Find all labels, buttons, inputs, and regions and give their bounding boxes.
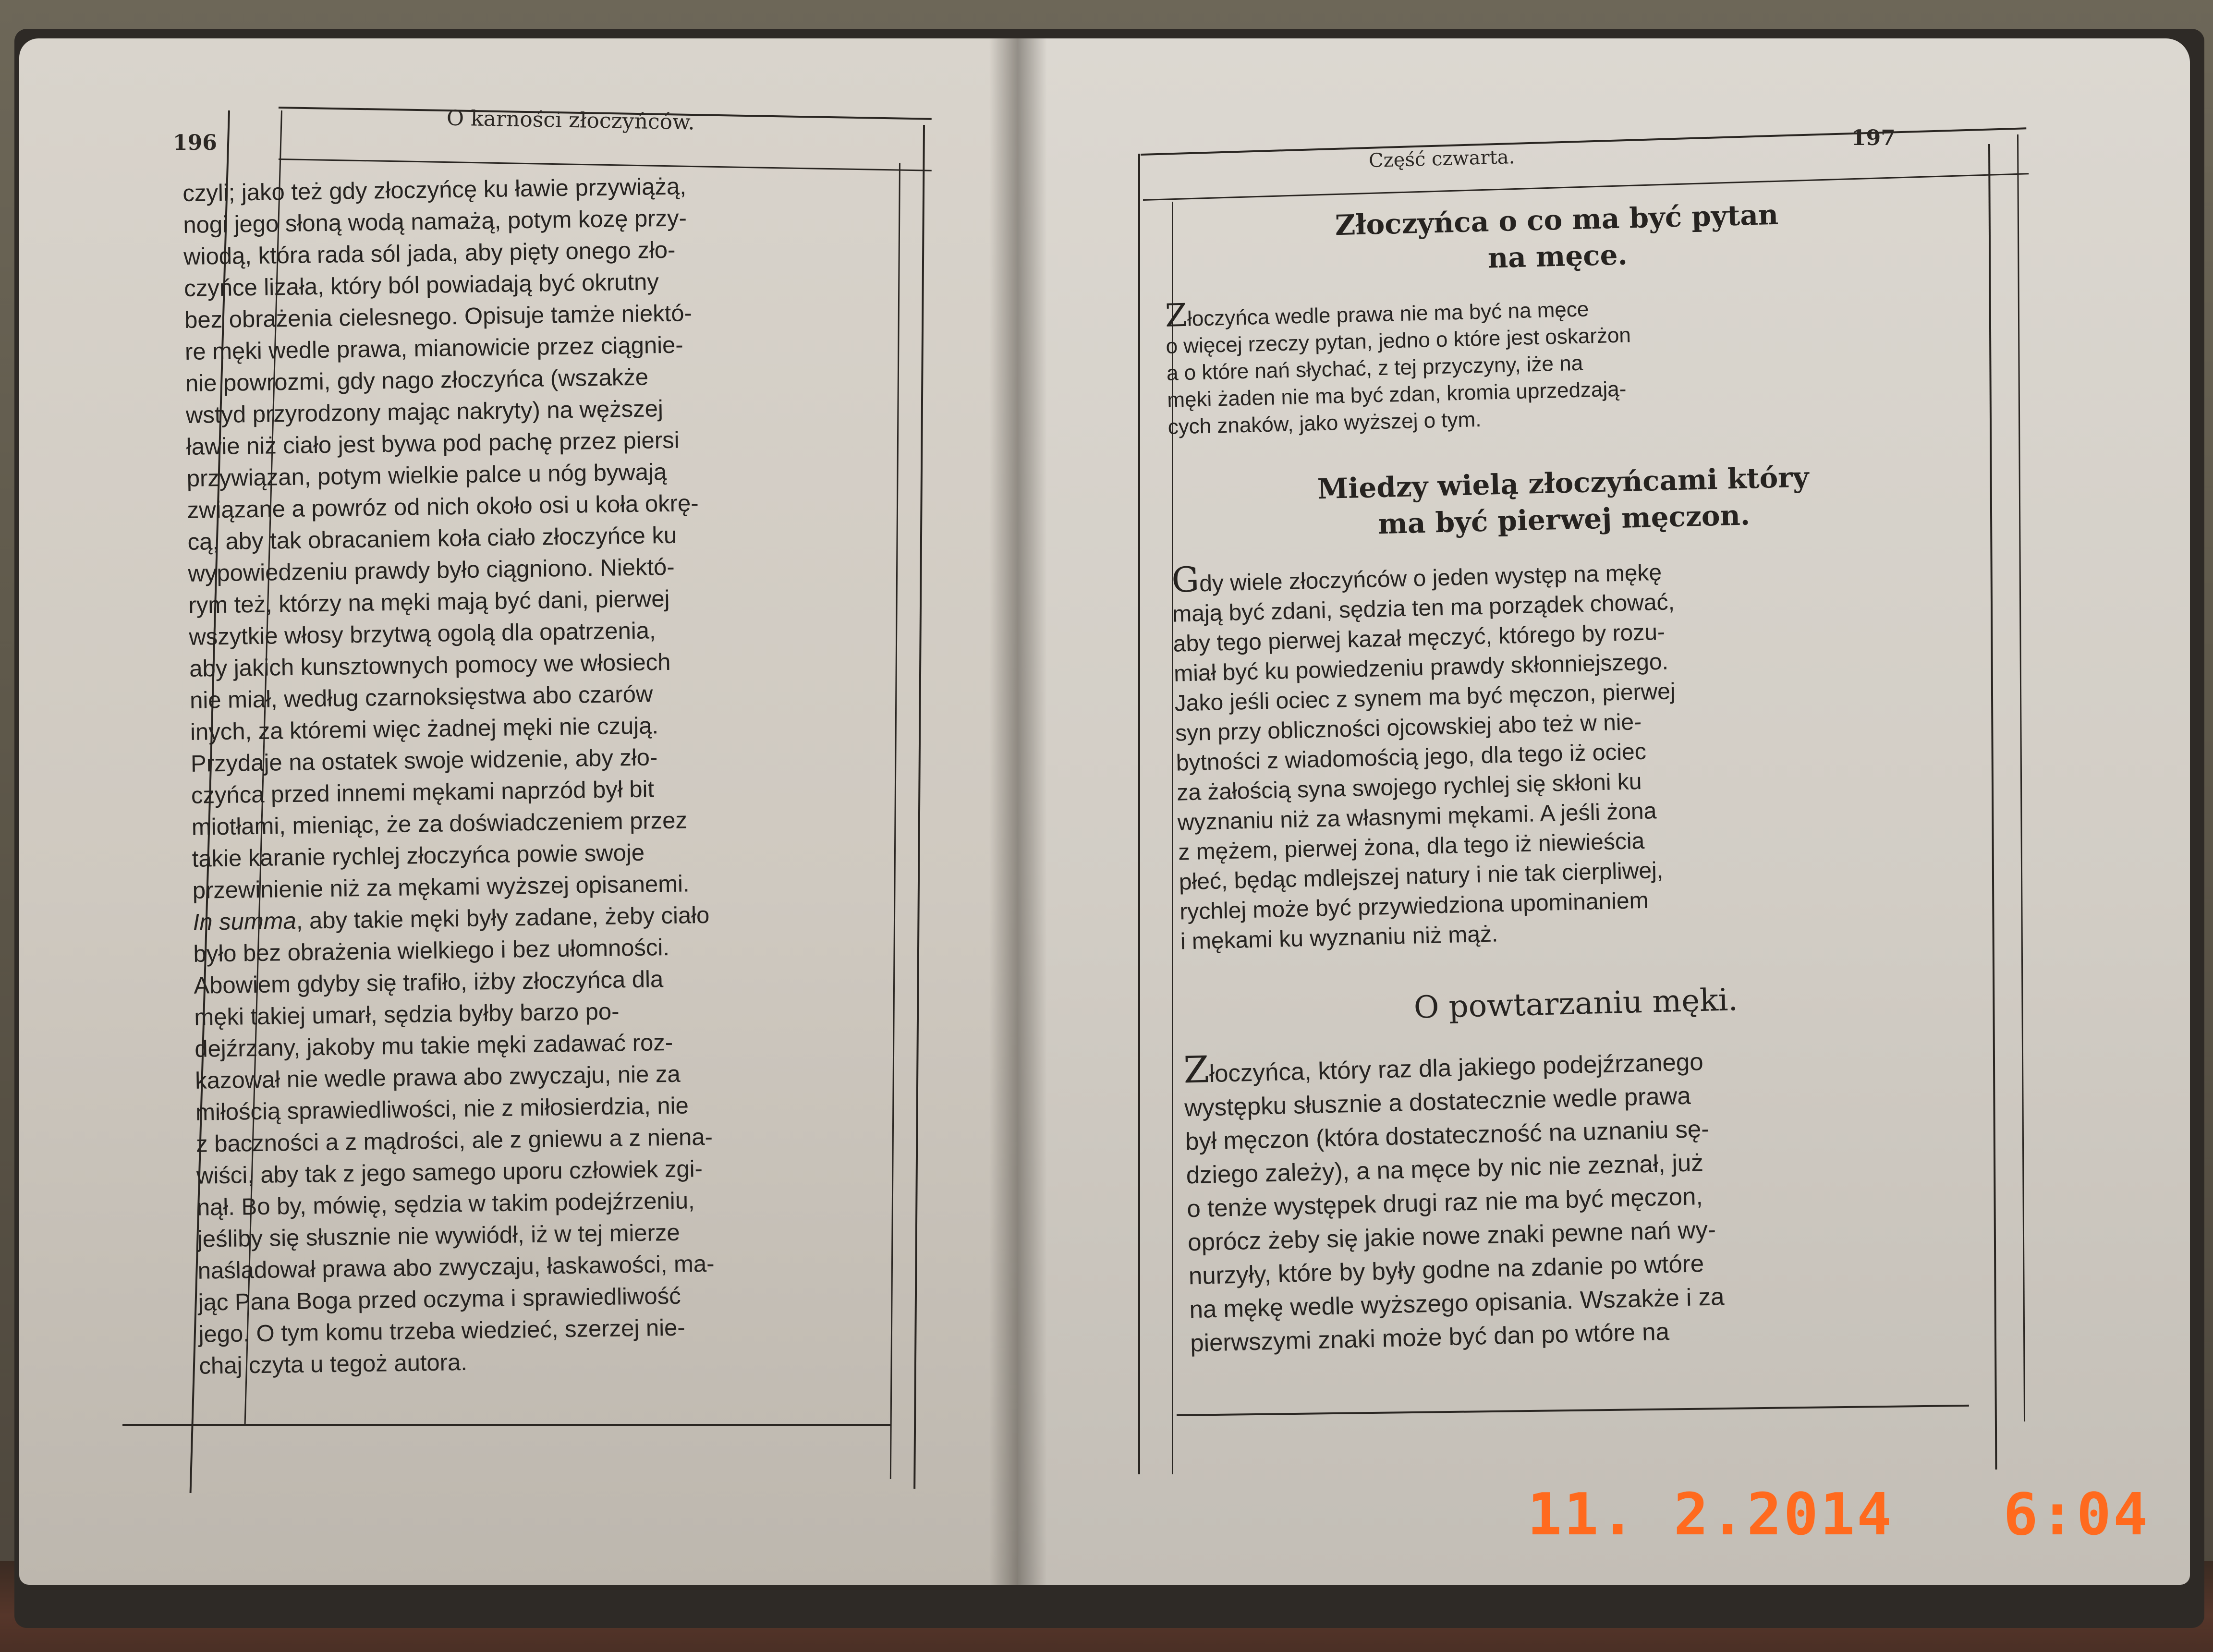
text-line: łoczyńca wedle prawa nie ma być na męce: [1187, 297, 1589, 331]
text-line: bez obrażenia cielesnego. Opisuje tamże niektó-: [184, 300, 693, 333]
text-line: rym też, którzy na męki mają być dani, pierwej: [188, 585, 670, 619]
text-line: wiodą, która rada sól jada, aby pięty onego zło-: [183, 237, 676, 270]
text-line: dziego zależy), a na męce by nic nie zeznał, już: [1186, 1149, 1704, 1189]
text-line: syn przy obliczności ojcowskiej abo też w nie-: [1175, 709, 1642, 746]
text-line: re męki wedle prawa, mianowicie przez ciągnie-: [184, 332, 683, 365]
drop-cap: G: [1171, 559, 1200, 600]
text-line: miłością sprawiedliwości, nie z miłosierdzia, nie: [195, 1093, 689, 1126]
heading-line: na męce.: [1487, 238, 1628, 275]
text-line: wstyd przyrodzony mając nakryty) na węższej: [185, 396, 664, 428]
right-running-head: Część czwarta.: [1368, 146, 1515, 172]
text-line: był męczon (która dostateczność na uznaniu sę-: [1185, 1115, 1710, 1155]
text-line: związane a powróz od nich około osi u koła okrę-: [187, 490, 699, 523]
text-line: pierwszymi znaki może być dan po wtóre na: [1190, 1317, 1670, 1357]
text-line: oprócz żeby się jakie nowe znaki pewne nań wy-: [1187, 1215, 1716, 1256]
text-line: Abowiem gdyby się trafiło, iżby złoczyńca dla: [194, 966, 664, 999]
drop-cap: Z: [1165, 296, 1188, 334]
section-heading: [1163, 192, 1952, 284]
text-line: o więcej rzeczy pytan, jedno o które jest oskarżon: [1166, 323, 1631, 358]
heading-line: Miedzy wielą złoczyńcami który: [1317, 461, 1810, 506]
heading-line: Złoczyńca o co ma być pytan: [1335, 198, 1779, 242]
text-line: naśladował prawa abo zwyczaju, łaskawości, ma-: [197, 1251, 715, 1284]
left-page-body: [182, 168, 910, 1382]
right-page-number: 197: [1851, 126, 1896, 150]
text-line: przywiązan, potym wielkie palce u nóg bywają: [186, 459, 667, 492]
text-line: na mękę wedle wyższego opisania. Wszakże i za: [1189, 1283, 1725, 1324]
stamp-date: 11. 2.2014: [1527, 1482, 1894, 1548]
text-line: nie miał, według czarnoksięstwa abo czarów: [189, 681, 653, 714]
text-line: ławie niż ciało jest bywa pod pachę przez piersi: [186, 427, 680, 460]
text-line: mają być zdani, sędzia ten ma porządek chować,: [1172, 589, 1675, 627]
text-line: miotłami, mieniąc, że za doświadczeniem przez: [191, 807, 688, 840]
right-frame-outer-left: [1138, 154, 1140, 1474]
text-line: jeśliby się słusznie nie wywiódł, iż w tej mierze: [197, 1219, 680, 1252]
text-line: za żałością syna swojego rychlej się skłoni ku: [1176, 768, 1642, 806]
text-line: przewinienie niż za mękami wyższej opisanemi.: [192, 871, 690, 904]
text-line: nogi jego słoną wodą namażą, potym kozę przy-: [183, 205, 687, 238]
text-line: wszytkie włosy brzytwą ogolą dla opatrzenia,: [188, 618, 656, 650]
text-line: łoczyńca, który raz dla jakiego podejźrzanego: [1209, 1048, 1704, 1088]
camera-date-stamp: [1527, 1482, 2150, 1548]
text-line: Jako jeśli ociec z synem ma być męczon, pierwej: [1174, 679, 1676, 717]
text-line: rychlej może być przywiedziona upominaniem: [1179, 887, 1649, 925]
section-text: [1183, 1036, 1978, 1360]
text-line: z baczności a z mądrości, ale z gniewu a z niena-: [195, 1124, 713, 1157]
italic-phrase: In summa: [193, 908, 297, 935]
text-line: cych znaków, jako wyższej o tym.: [1167, 407, 1482, 439]
text-line: nął. Bo by, mówię, sędzia w takim podejźrzeniu,: [196, 1188, 695, 1221]
text-line-rest: , aby takie męki były zadane, żeby ciało: [296, 902, 710, 934]
text-line: występku słusznie a dostatecznie wedle prawa: [1184, 1081, 1691, 1122]
text-line: czyli; jako też gdy złoczyńcę ku ławie przywiążą,: [182, 173, 687, 206]
stamp-time: 6:04: [2003, 1482, 2150, 1548]
book-gutter: [989, 38, 1047, 1585]
text-line: a o które nań słychać, z tej przyczyny, iże na: [1166, 351, 1583, 385]
section-text: [1171, 547, 1968, 957]
right-page-body: [1162, 178, 1978, 1360]
text-line: czyńca przed innemi mękami naprzód był bit: [191, 776, 655, 809]
text-line: aby jakich kunsztownych pomocy we włosiech: [189, 649, 671, 682]
left-frame-bottom-rule: [122, 1424, 891, 1426]
text-line: inych, za któremi więc żadnej męki nie czują.: [190, 713, 659, 745]
text-line: dejźrzany, jakoby mu takie męki zadawać roz-: [194, 1029, 673, 1062]
text-line: miał być ku powiedzeniu prawdy skłonniejszego.: [1173, 649, 1669, 687]
text-line: jąc Pana Boga przed oczyma i sprawiedliwość: [198, 1283, 681, 1316]
text-line: dy wiele złoczyńców o jeden występ na mękę: [1199, 559, 1662, 597]
text-line: chaj czyta u tegoż autora.: [199, 1349, 468, 1379]
heading-line: ma być pierwej męczon.: [1377, 498, 1751, 541]
text-line: i mękami ku wyznaniu niż mąż.: [1180, 921, 1498, 955]
text-line: z mężem, pierwej żona, dla tego iż niewieścia: [1178, 828, 1645, 865]
text-line: aby tego pierwej kazał męczyć, którego by rozu-: [1173, 619, 1666, 657]
text-line: kazował nie wedle prawa abo zwyczaju, nie za: [195, 1061, 681, 1094]
text-line: wiści, aby tak z jego samego uporu człowiek zgi-: [196, 1156, 703, 1189]
text-line: takie karanie rychlej złoczyńca powie swoje: [192, 839, 645, 872]
section-text: [1165, 284, 1955, 441]
text-line: było bez obrażenia wielkiego i bez ułomności.: [193, 935, 670, 967]
text-line: cą, aby tak obracaniem koła ciało złoczyńce ku: [187, 522, 677, 555]
text-line: płeć, będąc mdlejszej natury i nie tak cierpliwej,: [1179, 857, 1664, 895]
heading-line: O powtarzaniu męki.: [1413, 982, 1739, 1026]
text-line: czyńce lizała, który ból powiadają być okrutny: [183, 269, 659, 302]
text-line: o tenże występek drugi raz nie ma być męczon,: [1186, 1182, 1703, 1223]
text-line: męki żaden nie ma być zdan, kromia uprzedzają-: [1167, 377, 1627, 412]
section-heading: [1169, 455, 1958, 547]
text-line: Przydaje na ostatek swoje widzenie, aby zło-: [190, 744, 658, 777]
text-line: nurzyły, które by były godne na zdanie po wtóre: [1188, 1250, 1704, 1290]
text-line: jego. O tym komu trzeba wiedzieć, szerzej nie-: [198, 1314, 685, 1348]
text-line: bytności z wiadomością jego, dla tego iż ociec: [1176, 739, 1647, 776]
text-line: nie powrozmi, gdy nago złoczyńca (wszakże: [185, 364, 649, 397]
text-line: wyznaniu niż za własnymi mękami. A jeśli żona: [1177, 798, 1657, 836]
text-line: męki takiej umarł, sędzia byłby barzo po-: [194, 998, 620, 1031]
left-running-head: O karności złoczyńców.: [446, 106, 695, 135]
drop-cap: Z: [1183, 1048, 1210, 1092]
section-heading: [1182, 976, 1970, 1032]
left-page-number: 196: [173, 131, 217, 155]
text-line: wypowiedzeniu prawdy było ciągniono. Niektó-: [188, 554, 675, 587]
